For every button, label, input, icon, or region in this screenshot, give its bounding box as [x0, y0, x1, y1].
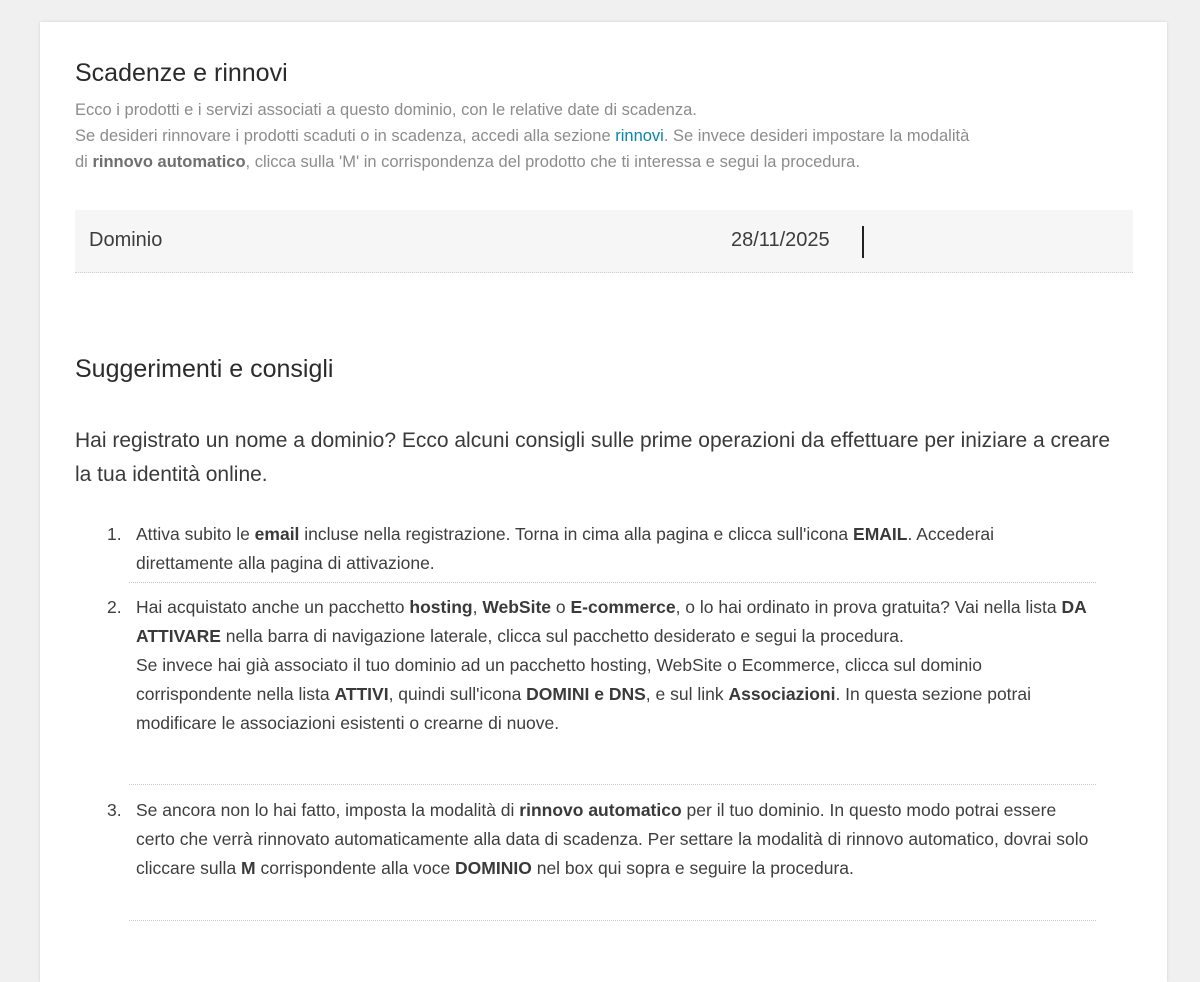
expiry-date: 28/11/2025	[731, 229, 830, 251]
product-row-domain	[75, 210, 1133, 273]
auto-renew-toggle[interactable]	[862, 226, 872, 258]
tip-bold-text: EMAIL	[853, 524, 908, 544]
intro-text: . Se invece desideri impostare la modalità	[663, 127, 970, 145]
tip-bold-text: hosting	[409, 597, 473, 617]
tip-text-segment: nel box qui sopra e seguire la procedura.	[531, 858, 854, 878]
tip-text-segment: Se ancora non lo hai fatto, imposta la modalità di	[136, 800, 520, 820]
tip-text-segment: nella barra di navigazione laterale, clicca sul pacchetto desiderato e segui la procedura.	[220, 626, 904, 646]
tip-text-segment: o	[551, 597, 571, 617]
tip-text	[136, 800, 1088, 878]
tip-bold-text: WebSite	[482, 597, 552, 617]
tip-text-segment: . Accederai direttamente alla pagina di attivazione.	[136, 524, 995, 573]
tip-text-segment: . In questa sezione potrai modificare le associazioni esistenti o crearne di nuove.	[136, 684, 1031, 733]
tip-bold-text: E-commerce	[570, 597, 676, 617]
section-title-suggestions: Suggerimenti e consigli	[75, 355, 334, 383]
tip-text-segment: ,	[472, 597, 483, 617]
tip-bold-text: ATTIVI	[334, 684, 389, 704]
tip-text-segment: Se invece hai già associato il tuo dominio ad un pacchetto hosting, WebSite o Ecommerce, clicca sul dominio corrispondente nella lista	[136, 655, 982, 704]
list-item	[107, 796, 1096, 921]
suggestions-lead: Hai registrato un nome a dominio? Ecco alcuni consigli sulle prime operazioni da effettuare per iniziare a creare la tua identità online.	[75, 429, 1110, 486]
tip-bold-text: Associazioni	[728, 684, 836, 704]
intro-text: , clicca sulla 'M' in corrispondenza del prodotto che ti interessa e segui la procedura.	[245, 153, 860, 171]
content-card	[40, 22, 1167, 982]
list-number: 3.	[107, 800, 122, 820]
tips-list	[107, 520, 1096, 921]
tip-text-segment: , o lo hai ordinato in prova gratuita? Vai nella lista	[675, 597, 1062, 617]
tip-bold-text: DA ATTIVARE	[136, 597, 1087, 646]
tip-text-segment: corrispondente alla voce	[255, 858, 456, 878]
tip-bold-text: M	[241, 858, 256, 878]
intro-text: di	[75, 153, 93, 171]
list-item	[107, 593, 1096, 785]
tip-text-segment: , e sul link	[645, 684, 729, 704]
tip-text-segment: Attiva subito le	[136, 524, 255, 544]
list-number: 1.	[107, 524, 122, 544]
renewals-link[interactable]: rinnovi	[615, 127, 664, 145]
tip-text-segment: incluse nella registrazione. Torna in cima alla pagina e clicca sull'icona	[299, 524, 854, 544]
tip-bold-text: DOMINI e DNS	[526, 684, 646, 704]
tip-text-segment: , quindi sull'icona	[388, 684, 527, 704]
intro-line-1: Ecco i prodotti e i servizi associati a questo dominio, con le relative date di scadenza.	[75, 101, 697, 119]
auto-renew-bold: rinnovo automatico	[92, 153, 246, 171]
expirations-intro	[75, 97, 1133, 175]
tip-text-segment: Hai acquistato anche un pacchetto	[136, 597, 410, 617]
section-title-expirations: Scadenze e rinnovi	[75, 59, 288, 87]
tip-text	[136, 524, 994, 573]
tip-bold-text: email	[254, 524, 300, 544]
list-number: 2.	[107, 597, 122, 617]
tip-text	[136, 597, 1086, 733]
intro-text: Se desideri rinnovare i prodotti scaduti o in scadenza, accedi alla sezione	[75, 127, 616, 145]
tip-bold-text: DOMINIO	[455, 858, 532, 878]
list-item	[107, 520, 1096, 583]
product-name: Dominio	[89, 229, 163, 251]
tip-text-segment: per il tuo dominio. In questo modo potrai essere certo che verrà rinnovato automaticamente alla data di scadenza. Per settare la modalità di rinnovo automatico, dovrai solo cliccare sulla	[136, 800, 1089, 878]
tip-bold-text: rinnovo automatico	[519, 800, 682, 820]
